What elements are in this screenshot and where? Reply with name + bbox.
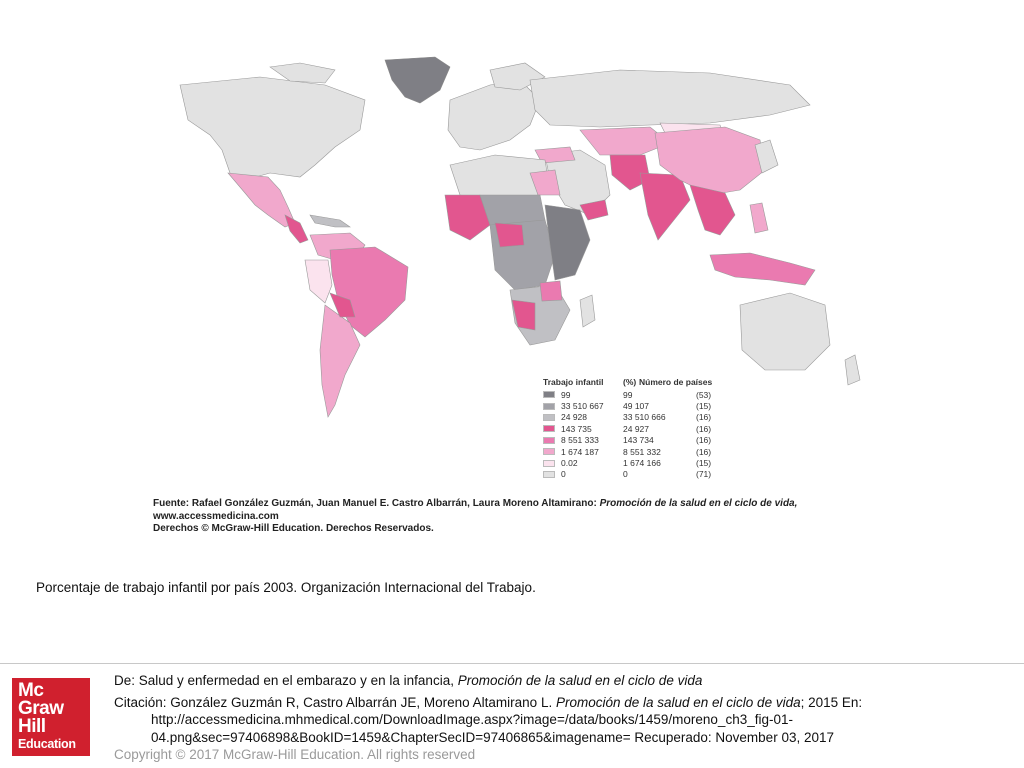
- map-legend: [543, 375, 726, 480]
- world-map: [150, 55, 870, 495]
- legend-cell: 1 674 187: [561, 446, 599, 457]
- footer-de-line: [114, 672, 1014, 690]
- legend-cell: (53): [696, 389, 712, 400]
- source-line-3: Derechos © McGraw-Hill Education. Derechos Reservados.: [153, 523, 434, 534]
- legend-swatch: [543, 448, 555, 455]
- source-authors: Fuente: Rafael González Guzmán, Juan Manuel E. Castro Albarrán, Laura Moreno Altamirano:: [153, 498, 600, 509]
- legend-row: [543, 446, 726, 457]
- australia-region: [740, 293, 830, 370]
- legend-cell: 143 734: [623, 435, 654, 446]
- legend-cell: (16): [696, 446, 712, 457]
- legend-row: [543, 389, 726, 400]
- caribbean-region: [310, 215, 350, 227]
- legend-cell: (15): [696, 401, 712, 412]
- mcgraw-hill-logo: [12, 678, 90, 756]
- legend-rows: [543, 389, 726, 480]
- east-africa-region: [545, 205, 590, 280]
- legend-cell: (71): [696, 469, 712, 480]
- legend-cell: (16): [696, 435, 712, 446]
- namibia-region: [512, 300, 535, 330]
- legend-swatch: [543, 437, 555, 444]
- legend-header-paises: Número de países: [639, 377, 713, 387]
- legend-row: [543, 435, 726, 446]
- figure-caption: Porcentaje de trabajo infantil por país 2003. Organización Internacional del Trabajo.: [36, 580, 536, 595]
- zambia-region: [540, 281, 562, 301]
- europe-region: [448, 80, 540, 150]
- footer-citation: [114, 672, 1014, 764]
- footer-citation-prefix: Citación: González Guzmán R, Castro Albarrán JE, Moreno Altamirano L.: [114, 694, 556, 710]
- legend-row: [543, 457, 726, 468]
- legend-header-trabajo: Trabajo infantil: [543, 377, 604, 387]
- india-region: [640, 173, 690, 240]
- legend-swatch: [543, 391, 555, 398]
- legend-cell: 33 510 667: [561, 401, 604, 412]
- southeast-asia-region: [690, 185, 735, 235]
- legend-row: [543, 400, 726, 411]
- source-book-title: Promoción de la salud en el ciclo de vida,: [599, 498, 798, 509]
- legend-cell: 49 107: [623, 401, 649, 412]
- legend-cell: 24 927: [623, 423, 649, 434]
- legend-cell: 0: [623, 469, 628, 480]
- logo-line-graw: Graw: [18, 698, 64, 719]
- new-zealand-region: [845, 355, 860, 385]
- legend-swatch: [543, 460, 555, 467]
- footer-divider: [0, 663, 1024, 664]
- legend-cell: 8 551 332: [623, 446, 661, 457]
- legend-cell: 8 551 333: [561, 435, 599, 446]
- footer-citation-book: Promoción de la salud en el ciclo de vida: [555, 694, 801, 710]
- logo-line-education: Education: [18, 737, 76, 751]
- legend-swatch: [543, 414, 555, 421]
- logo-line-hill: Hill: [18, 716, 46, 737]
- philippines-region: [750, 203, 768, 233]
- legend-header: [543, 375, 726, 389]
- peru-region: [305, 260, 332, 303]
- legend-cell: 1 674 166: [623, 458, 661, 469]
- legend-row: [543, 423, 726, 434]
- nigeria-region: [495, 223, 524, 247]
- legend-row: [543, 412, 726, 423]
- legend-swatch: [543, 471, 555, 478]
- logo-line-mc: Mc: [18, 680, 44, 701]
- footer-url-line-2[interactable]: 04.png&sec=97406898&BookID=1459&ChapterSecID=97406865&imagename= Recuperado: November 03, 2017: [151, 729, 834, 745]
- legend-cell: (15): [696, 458, 712, 469]
- greenland-region: [385, 57, 450, 103]
- central-america-region: [285, 215, 308, 243]
- legend-swatch: [543, 403, 555, 410]
- madagascar-region: [580, 295, 595, 327]
- footer-copyright: Copyright © 2017 McGraw-Hill Education. All rights reserved: [114, 747, 476, 762]
- legend-cell: 99: [561, 389, 571, 400]
- legend-header-percent: (%): [623, 377, 637, 387]
- footer-url-line-1[interactable]: http://accessmedicina.mhmedical.com/DownloadImage.aspx?image=/data/books/1459/moreno_ch3_fig-01-: [151, 712, 793, 727]
- footer-citation-suffix: ; 2015 En:: [800, 694, 863, 710]
- footer-citation-line: [114, 694, 1014, 712]
- legend-cell: (16): [696, 423, 712, 434]
- indonesia-region: [710, 253, 815, 285]
- legend-row: [543, 469, 726, 480]
- legend-cell: (16): [696, 412, 712, 423]
- footer-de-book: Promoción de la salud en el ciclo de vida: [457, 673, 703, 688]
- legend-cell: 24 928: [561, 412, 587, 423]
- russia-region: [530, 70, 810, 127]
- map-figure: [150, 55, 870, 537]
- legend-cell: 0: [561, 469, 566, 480]
- mexico-region: [228, 173, 295, 227]
- legend-cell: 0.02: [561, 458, 578, 469]
- legend-cell: 143 735: [561, 423, 592, 434]
- north-america-region: [180, 77, 365, 180]
- legend-swatch: [543, 425, 555, 432]
- legend-cell: 33 510 666: [623, 412, 666, 423]
- source-line-2: www.accessmedicina.com: [153, 510, 279, 522]
- source-text: [153, 498, 869, 536]
- legend-cell: 99: [623, 389, 633, 400]
- source-line-1: [153, 498, 869, 511]
- footer-de-prefix: De: Salud y enfermedad en el embarazo y en la infancia,: [114, 673, 458, 688]
